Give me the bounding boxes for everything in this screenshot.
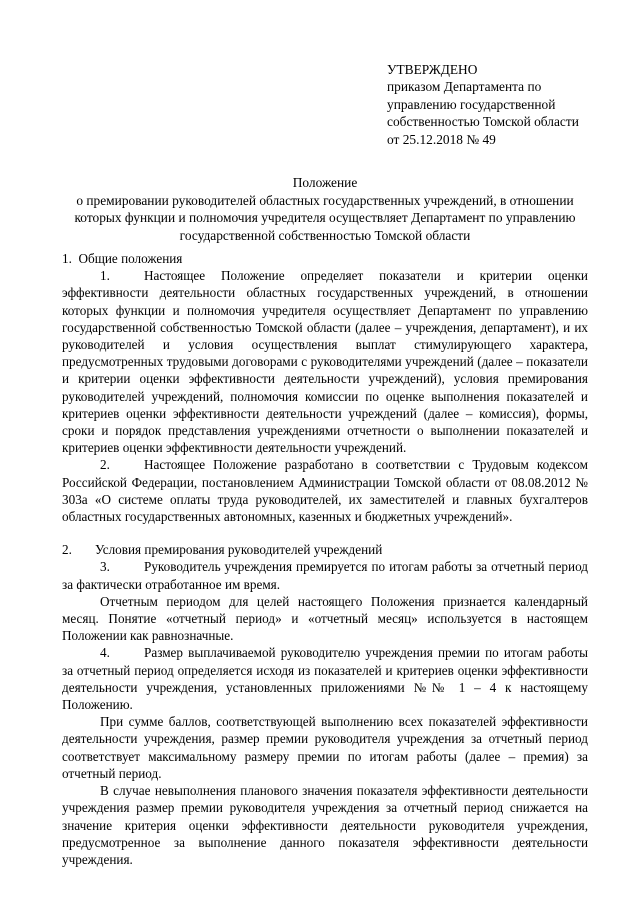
document-title: Положение	[292, 175, 358, 190]
paragraph-2	[62, 456, 588, 525]
paragraph-number: 1.	[100, 268, 110, 284]
paragraph-1	[62, 267, 588, 456]
spacer	[62, 525, 588, 541]
paragraph-number: 3.	[100, 559, 110, 575]
paragraph-text: Настоящее Положение разработано в соответствии с Трудовым кодексом Российской Федерации, постановлением Администрации Томской области от 08.08.2012 № 303а «О системе оплаты труда руководителей, их заместителей и главных бухгалтеров областных государственных автономных, казенных и бюджетных учреждений».	[62, 457, 588, 525]
document-subtitle: о премировании руководителей областных государственных учреждений, в отношении которых функции и полномочия учредителя осуществляет Департамент по управлению государственной собственностью Томской области	[74, 192, 576, 243]
paragraph-3	[62, 558, 588, 592]
paragraph-3-continued: Отчетным периодом для целей настоящего Положения признается календарный месяц. Понятие «отчетный период» и «отчетный месяц» используется в настоящем Положении как равнозначные.	[62, 593, 588, 644]
approval-line: собственностью Томской области	[387, 114, 579, 130]
approval-heading: УТВЕРЖДЕНО	[387, 62, 478, 77]
paragraph-4-continued: При сумме баллов, соответствующей выполнению всех показателей эффективности деятельности учреждения, размер премии руководителя учреждения за отчетный период соответствует максимальному размеру премии по итогам работы (далее – премия) за отчетный период.	[62, 714, 588, 781]
paragraph-4-reduction: В случае невыполнения планового значения показателя эффективности деятельности учреждения размер премии руководителя учреждения за отчетный период снижается на значение критерия оценки эффективности деятельности руководителя учреждения, предусмотренное за выполнение данного показателя эффективности деятельности учреждения.	[62, 783, 588, 867]
approval-line: приказом Департамента по	[387, 79, 542, 95]
paragraph-number: 2.	[100, 457, 110, 473]
paragraph-text: Размер выплачиваемой руководителю учреждения премии по итогам работы за отчетный период определяется исходя из показателей и критериев оценки эффективности деятельности учреждения, установленных приложениями №№ 1 – 4 к настоящему Положению.	[62, 645, 588, 713]
paragraph-number: 4.	[100, 645, 110, 661]
paragraph-text: Руководитель учреждения премируется по итогам работы за отчетный период за фактически отработанное им время.	[62, 559, 588, 592]
section-1-heading: 1. Общие положения	[62, 251, 183, 266]
approval-line: управлению государственной	[387, 96, 556, 112]
paragraph-4	[62, 644, 588, 713]
approval-stamp	[387, 61, 627, 148]
section-2-heading: 2. Условия премирования руководителей учреждений	[62, 542, 383, 558]
paragraph-text: Настоящее Положение определяет показатели и критерии оценки эффективности деятельности областных государственных учреждений, в отношении которых функции и полномочия учредителя осуществляет Департамент по управлению государственной собственностью Томской области (далее – учреждения, департамент), и их руководителей и условия осуществления выплат стимулирующего характера, предусмотренных трудовыми договорами с руководителями учреждений (далее – показатели и критерии оценки эффективности деятельности учреждений), условия премирования руководителей учреждений, полномочия комиссии по оценке выполнения показателей и критериев оценки эффективности деятельности учреждений (далее – комиссия), формы, сроки и порядок представления учреждениями отчетности о выполнении показателей и критериев оценки эффективности деятельности учреждений.	[62, 268, 588, 456]
approval-date-line: от 25.12.2018 № 49	[387, 131, 496, 147]
document-title-block	[62, 174, 588, 244]
document-body	[62, 250, 588, 868]
